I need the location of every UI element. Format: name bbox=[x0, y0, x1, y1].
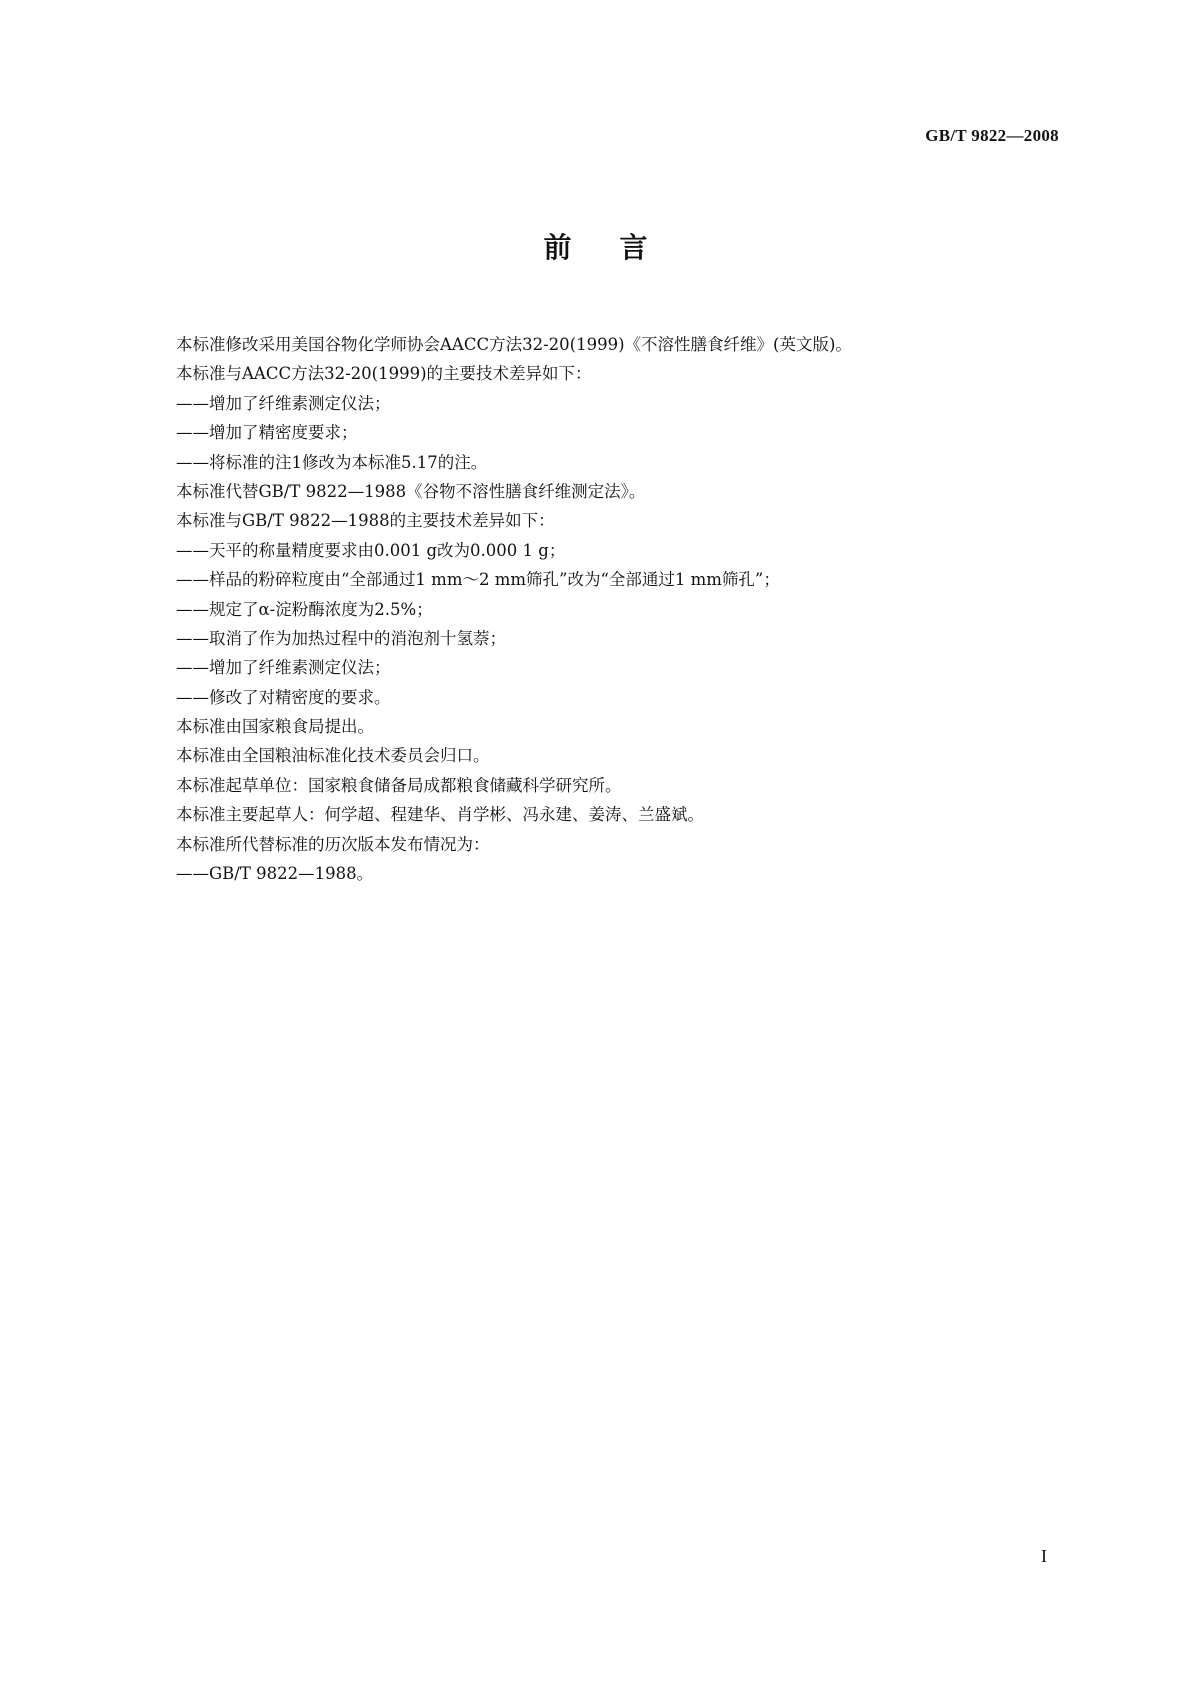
list-item: ——修改了对精密度的要求。 bbox=[176, 687, 391, 707]
list-item: ——GB/T 9822—1988。 bbox=[176, 864, 374, 884]
paragraph-line: 本标准所代替标准的历次版本发布情况为： bbox=[176, 834, 490, 854]
paragraph-line: 本标准由全国粮油标准化技术委员会归口。 bbox=[176, 746, 490, 766]
list-item: ——天平的称量精度要求由0.001 g改为0.000 1 g； bbox=[176, 540, 566, 560]
list-item: ——增加了纤维素测定仪法； bbox=[176, 658, 391, 678]
list-item: ——取消了作为加热过程中的消泡剂十氢萘； bbox=[176, 628, 506, 648]
paragraph-line: 本标准修改采用美国谷物化学师协会AACC方法32-20(1999)《不溶性膳食纤维》(英文版)。 bbox=[176, 335, 852, 354]
paragraph-line: 本标准由国家粮食局提出。 bbox=[176, 717, 374, 737]
standard-code: GB/T 9822—2008 bbox=[925, 126, 1059, 145]
list-item: ——增加了纤维素测定仪法； bbox=[176, 393, 391, 413]
list-item: ——规定了α-淀粉酶浓度为2.5%； bbox=[176, 599, 433, 619]
paragraph-line: 本标准与GB/T 9822—1988的主要技术差异如下： bbox=[176, 511, 555, 531]
list-item: ——样品的粉碎粒度由“全部通过1 mm～2 mm筛孔”改为“全部通过1 mm筛孔”； bbox=[176, 570, 780, 590]
list-item: ——增加了精密度要求； bbox=[176, 423, 358, 443]
paragraph-line: 本标准代替GB/T 9822—1988《谷物不溶性膳食纤维测定法》。 bbox=[176, 481, 646, 501]
page-number: I bbox=[1041, 1546, 1047, 1566]
paragraph-line: 本标准起草单位：国家粮食储备局成都粮食储藏科学研究所。 bbox=[176, 775, 622, 795]
list-item: ——将标准的注1修改为本标准5.17的注。 bbox=[176, 452, 488, 472]
page-title: 前言 bbox=[543, 231, 696, 264]
foreword-body bbox=[176, 330, 1056, 888]
paragraph-line: 本标准主要起草人：何学超、程建华、肖学彬、冯永建、姜涛、兰盛斌。 bbox=[176, 805, 704, 825]
paragraph-line: 本标准与AACC方法32-20(1999)的主要技术差异如下： bbox=[176, 364, 592, 384]
